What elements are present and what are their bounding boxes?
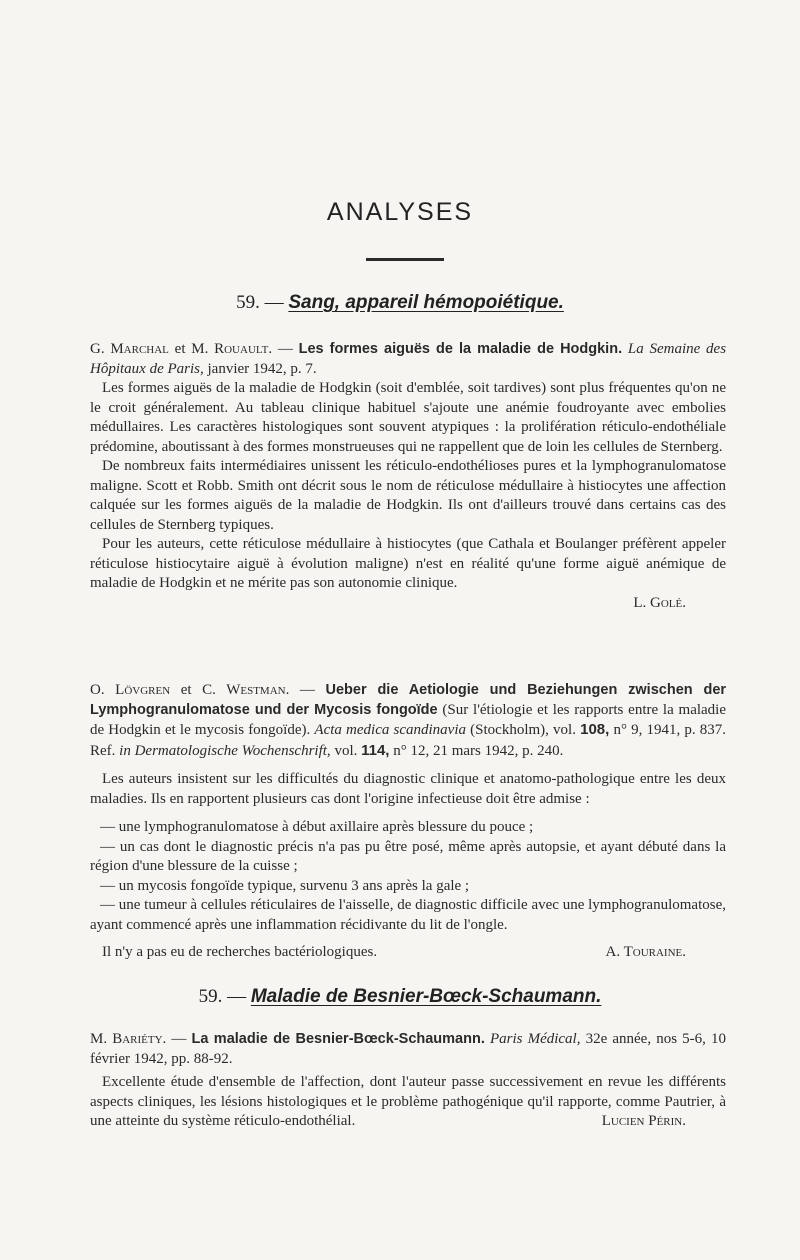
journal: La Semaine des Hôpitaux de Paris,: [90, 341, 727, 377]
paragraph: [90, 535, 726, 594]
journal: Acta medica scandinavia: [314, 722, 466, 738]
article-subtitle: (Sur l'étiologie et les rapports entre la maladie de Hodgkin et le mycosis fongoïde).: [90, 701, 727, 738]
section-heading-sang: [0, 292, 800, 314]
paragraph: [90, 943, 726, 963]
signature: L. Golé.: [633, 594, 686, 611]
title-rule: [366, 258, 444, 261]
paragraph-text: Pour les auteurs, cette réticulose médullaire à histiocytes (que Cathala et Boulanger préfèrent appeler réticulose histiocytaire aiguë à évolution maligne) n'est en réalité qu'une forme aiguë anémique de maladie de Hodgkin et ne mérite pas son autonomie clinique.: [90, 536, 726, 591]
dash: —: [171, 1031, 187, 1047]
list-item: — un mycosis fongoïde typique, survenu 3 ans après la gale ;: [100, 877, 470, 894]
section-number: 59.: [198, 986, 223, 1007]
paragraph-text: Il n'y a pas eu de recherches bactériologiques.: [102, 944, 378, 960]
paragraph: [90, 1073, 726, 1132]
dash: —: [277, 341, 293, 357]
reference-text: vol.: [334, 742, 358, 759]
author: O. Lövgren: [90, 682, 171, 698]
article-lymphogranulomatose: [90, 681, 726, 963]
journal: Paris Médical,: [489, 1031, 581, 1047]
paragraph: Les auteurs insistent sur les difficultés du diagnostic clinique et anatomo-pathologique entre les deux maladies. Ils en rapportent plusieurs cas dont l'origine infectieuse doit être admise :: [90, 771, 726, 807]
article-hodgkin-aigue: [90, 340, 726, 613]
signature: Lucien Périn.: [601, 1113, 686, 1129]
page-title: ANALYSES: [326, 198, 474, 226]
author: G. Marchal: [90, 341, 169, 357]
section-number: 59.: [236, 292, 260, 313]
journal: in Dermatologische Wochenschrift,: [119, 742, 331, 759]
list-item: — une tumeur à cellules réticulaires de l'aisselle, de diagnostic difficile avec une lymphogranulomatose, ayant commencé après une inflammation récidivante du lit de l'ongle.: [90, 897, 726, 933]
article-title: Les formes aiguës de la maladie de Hodgkin.: [298, 341, 623, 357]
list-item: — un cas dont le diagnostic précis n'a pas pu être posé, même après autopsie, et ayant débuté dans la région d'une blessure de la cuisse ;: [90, 838, 726, 874]
conjunction: et: [174, 341, 186, 357]
reference-text: (Stockholm), vol.: [470, 722, 576, 738]
signature: A. Touraine.: [605, 944, 686, 960]
paragraph-text: Excellente étude d'ensemble de l'affection, dont l'auteur passe successivement en revue les différents aspects cliniques, les lésions histologiques et le problème pathogénique qu'il rapporte, comme Pautrier, à une atteinte du système réticulo-endothélial.: [90, 1074, 726, 1129]
section-dash: —: [227, 986, 247, 1007]
volume-number: 114,: [361, 741, 390, 759]
article-title: Ueber die Aetiologie und Beziehungen zwischen der Lymphogranulomatose und der Mycosis fongoïde: [90, 682, 727, 718]
article-reference: [90, 1030, 726, 1069]
reference-text: n° 9, 1941, p. 837. Ref.: [90, 722, 727, 759]
dash: —: [299, 682, 315, 698]
paragraph: De nombreux faits intermédiaires unissent les réticulo-endothélioses pures et la lymphogranulomatose maligne. Scott et Robb. Smith ont décrit sous le nom de réticulose médullaire à histiocytes une affection calquée sur les formes aiguës de la maladie de Hodgkin. Ils ont d'ailleurs trouvé dans certains cas des cellules de Sternberg typiques.: [90, 458, 726, 533]
article-reference: [90, 340, 726, 379]
article-title: La maladie de Besnier-Bœck-Schaumann.: [191, 1031, 485, 1047]
article-besnier-boeck: [90, 1030, 726, 1132]
conjunction: et: [180, 682, 192, 698]
author: C. Westman.: [202, 682, 290, 698]
reference-text: n° 12, 21 mars 1942, p. 240.: [393, 742, 564, 759]
list-item: — une lymphogranulomatose à début axillaire après blessure du pouce ;: [100, 819, 534, 835]
reference-text: 32e année, nos 5-6, 10 février 1942, pp. 88-92.: [90, 1031, 726, 1067]
article-reference: [90, 681, 726, 761]
author: M. Rouault.: [191, 341, 273, 357]
publication-date: janvier 1942, p. 7.: [207, 360, 317, 377]
volume-number: 108,: [580, 721, 610, 738]
section-heading-besnier: [0, 986, 800, 1008]
section-dash: —: [264, 292, 284, 313]
case-list: [90, 818, 726, 935]
section-label: Maladie de Besnier-Bœck-Schaumann.: [250, 986, 602, 1007]
paragraph: Les formes aiguës de la maladie de Hodgkin (soit d'emblée, soit tardives) sont plus fréquentes qu'on ne le croit généralement. Au tableau clinique habituel s'ajoute une anémie foudroyante avec embolies médullaires. Les caractères histologiques sont souvent atypiques : la prolifération réticulo-endothéliale prédomine, aboutissant à des formes monstrueuses qui ne rappellent que de loin les cellules de Sternberg.: [90, 380, 726, 455]
author: M. Bariéty.: [90, 1031, 167, 1047]
section-label: Sang, appareil hémopoiétique.: [288, 292, 564, 313]
